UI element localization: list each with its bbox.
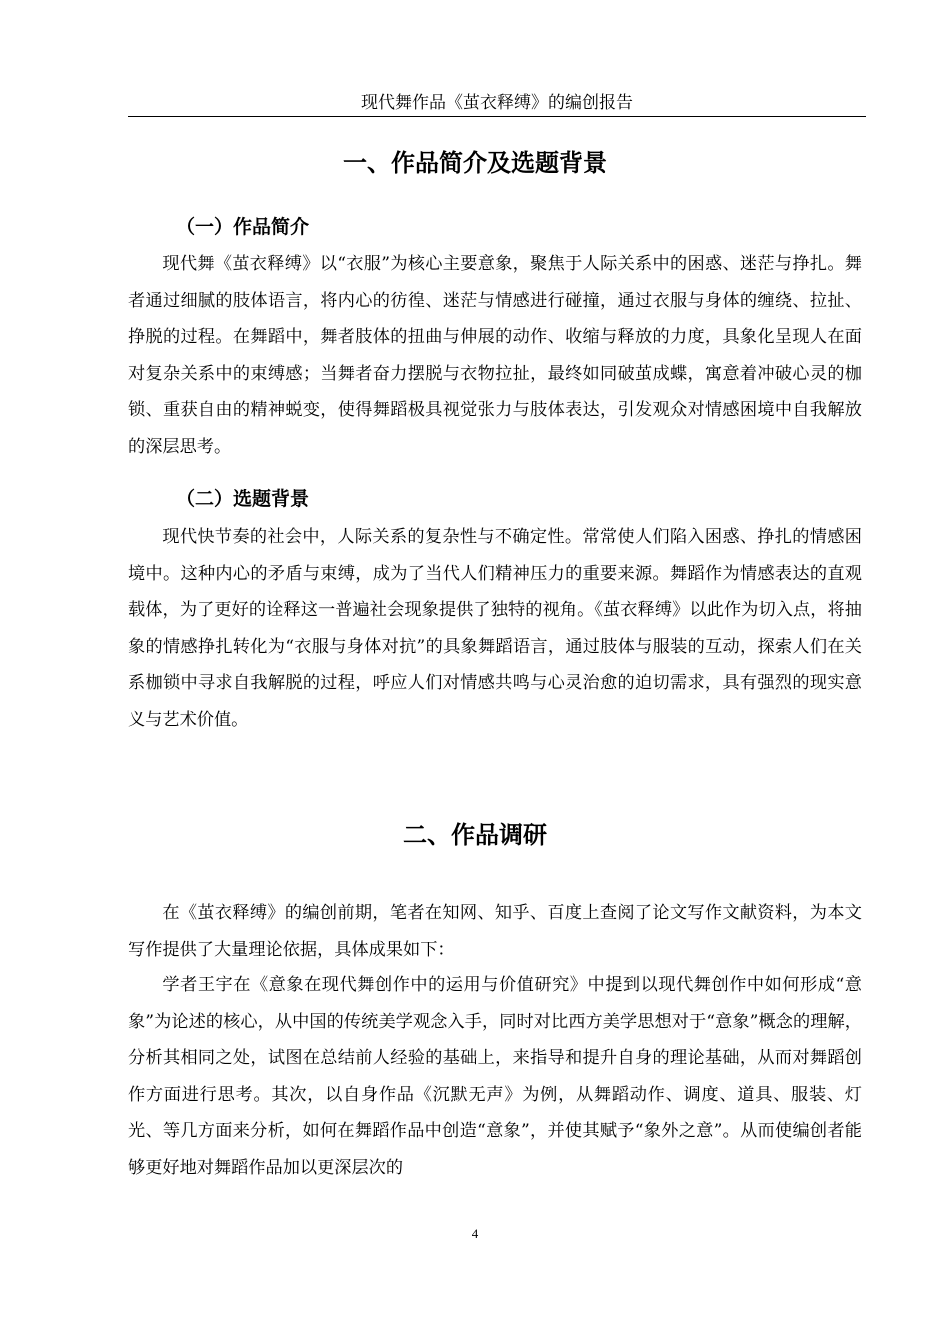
subsection-1-title: （一）作品简介 [176, 216, 310, 238]
page-number: 4 [471, 1226, 479, 1241]
chapter-2-paragraph-1: 在《茧衣释缚》的编创前期，笔者在知网、知乎、百度上查阅了论文写作文献资料，为本文写作提供了大量理论依据，具体成果如下： [128, 903, 862, 960]
subsection-2-paragraph: 现代快节奏的社会中，人际关系的复杂性与不确定性。常常使人们陷入困惑、挣扎的情感困境中。这种内心的矛盾与束缚，成为了当代人们精神压力的重要来源。舞蹈作为情感表达的直观载体，为了更好的诠释这一普遍社会现象提供了独特的视角。《茧衣释缚》以此作为切入点，将抽象的情感挣扎转化为“衣服与身体对抗”的具象舞蹈语言，通过肢体与服装的互动，探索人们在关系枷锁中寻求自我解脱的过程，呼应人们对情感共鸣与心灵治愈的迫切需求，具有强烈的现实意义与艺术价值。 [128, 527, 862, 730]
chapter-2-paragraph-2: 学者王宇在《意象在现代舞创作中的运用与价值研究》中提到以现代舞创作中如何形成“意象”为论述的核心，从中国的传统美学观念入手，同时对比西方美学思想对于“意象”概念的理解，分析其相同之处，试图在总结前人经验的基础上，来指导和提升自身的理论基础，从而对舞蹈创作方面进行思考。其次，以自身作品《沉默无声》为例，从舞蹈动作、调度、道具、服装、灯光、等几方面来分析，如何在舞蹈作品中创造“意象”，并使其赋予“象外之意”。从而使编创者能够更好地对舞蹈作品加以更深层次的 [128, 975, 862, 1178]
chapter-1-title: 一、作品简介及选题背景 [343, 149, 607, 177]
subsection-2-title: （二）选题背景 [176, 488, 310, 510]
chapter-2-title: 二、作品调研 [403, 821, 547, 849]
header-rule [128, 116, 866, 117]
running-header: 现代舞作品《茧衣释缚》的编创报告 [361, 93, 633, 113]
subsection-1-paragraph: 现代舞《茧衣释缚》以“衣服”为核心主要意象，聚焦于人际关系中的困惑、迷茫与挣扎。舞者通过细腻的肢体语言，将内心的彷徨、迷茫与情感进行碰撞，通过衣服与身体的缠绕、拉扯、挣脱的过程。在舞蹈中，舞者肢体的扭曲与伸展的动作、收缩与释放的力度，具象化呈现人在面对复杂关系中的束缚感；当舞者奋力摆脱与衣物拉扯，最终如同破茧成蝶，寓意着冲破心灵的枷锁、重获自由的精神蜕变，使得舞蹈极具视觉张力与肢体表达，引发观众对情感困境中自我解放的深层思考。 [128, 254, 862, 457]
